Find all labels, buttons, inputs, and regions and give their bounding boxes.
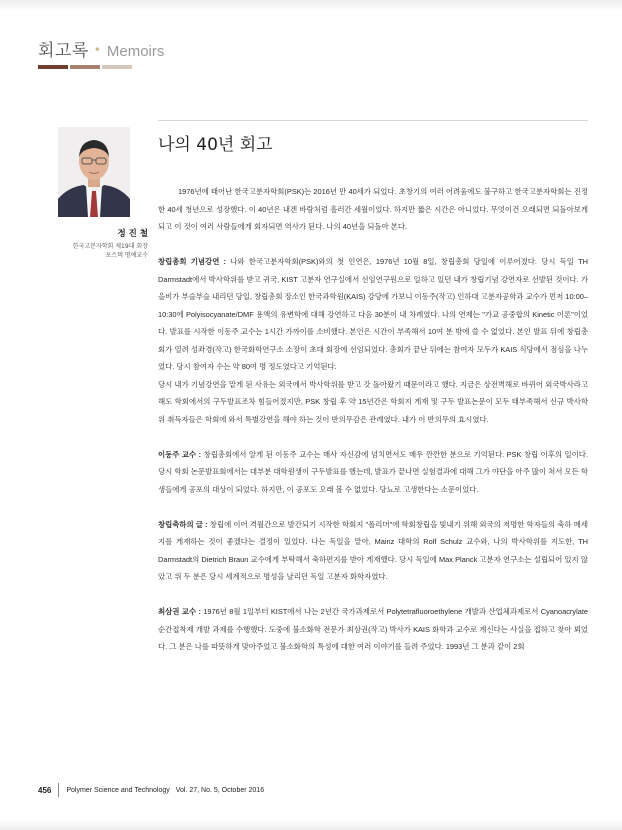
section-text-congratulations: 창립에 이어 격월간으로 발간되기 시작한 학회지 "폴리머"에 학회창립을 빛내기 위해 외국의 저명한 학자들의 축하 메세지를 게재하는 것이 좋겠다는 결정이 있었다. 나는 독일을 맡아, Mainz 대학의 Rolf Schulz 교수와, 나의 박사학위를 지도한, TH Darmstadt의 Dietrich Braun 교수에게 부탁해서 축하편지를 받아 게재했다. 당시 독일에 Max Planck 고분자 연구소는 설립되어 있지 않았고 위 두 분은 당시 세계적으로 명성을 날리던 독일 고분자 화학자였다. — [158, 519, 588, 581]
intro-paragraph: 1976년에 태어난 한국고분자학회(PSK)는 2016년 만 40세가 되었다. 초창기의 여러 어려움에도 불구하고 한국고분자학회는 진정한 40세 청년으로 성장했다. 이 40년은 내겐 바람처럼 흘러간 세월이었다. 하지만 짧은 시간은 아니었다. 무엇이건 오래되면 되돌아보게 되고 이 것이 여러 사람들에게 회자되면 역사가 된다. 나의 40년을 되돌아 본다. — [158, 187, 588, 231]
section-header — [38, 36, 164, 61]
page-footer — [38, 783, 264, 797]
author-portrait — [58, 127, 130, 217]
header-bar-dark — [38, 65, 68, 69]
section-text-founding-lecture: 나와 한국고분자학회(PSK)와의 첫 인연은, 1976년 10월 8일, 창립총회 당일에 이루어졌다. 당시 독일 TH Darmstadt에서 박사학위를 받고 귀국, KIST 고분자 연구실에서 선임연구원으로 일하고 있던 내가 창립기념 강연자로 선발된 것이다. 가을비가 부슬부슬 내리던 당일, 창립총회 장소인 한국과학원(KAIS) 강당에 가보니 이동주(작고) 인하대 고분자공학과 교수가 먼저 10:00–10:30에 Polyisocyanate/DMF 용액의 유변학에 대해 강연하고 다음 30분이 내 차례였다. 나의 연제는 "가교 공중합의 Kinetic 이론"이었다. 발표를 시작한 이동주 교수는 1시간 가까이를 소비했다. 본인은 시간이 부족해서 10여 분 밖에 쓸 수 없었다. 본인 발표 뒤에 창립총회가 열려 성좌경(작고) 한국화학연구소 소장이 초대 회장에 선임되었다. 총회가 끝난 뒤에는 참여자 모두가 KAIS 식당에서 점심을 나누었다. 당시 참여자 수는 약 80여 명 정도였다고 기억된다. — [158, 257, 589, 371]
section-subtitle: Memoirs — [106, 43, 165, 60]
article-title: 나의 40년 회고 — [158, 135, 273, 155]
paragraph-gap — [158, 586, 588, 604]
article-body — [158, 183, 588, 656]
section-founding-lecture-cont: 당시 내가 기념강연을 맡게 된 사유는 외국에서 박사학위를 받고 갓 돌아왔기 때문이라고 했다. 지금은 상전벽해로 바뀌어 외국박사라고 해도 학회에서의 구두발표조차 힘들어졌지만, PSK 창립 후 약 15년간은 학회지 게재 및 구두 발표논문이 모두 태부족해서 신규 박사학위 취득자들은 학회에 와서 특별강연을 해야 하는 것이 반의무감은 관례였다. 내가 이 반의무의 효시였다. — [158, 379, 588, 424]
section-text-choi-samkwon: 1976년 8월 1일부터 KIST에서 나는 2년간 국가과제로서 Polytetrafluoroethylene 개발과 산업체과제로서 Cyanoacrylate 순간접착제 개발 과제를 수행했다. 도중에 불소화학 전문가 최삼권(작고) 박사가 KAIS 화학과 교수로 계신다는 사실을 접하고 찾아 뵈었다. 그 분은 나를 따뜻하게 맞아주었고 불소화학의 특성에 대한 여러 이야기를 들려 주었다. 1993년 그 분과 같이 2회 — [158, 607, 589, 651]
title-rule — [158, 120, 588, 121]
section-text-lee-dongju: 창립총회에서 알게 된 이동주 교수는 매사 자신감에 넘치면서도 매우 깐깐한 분으로 기억된다. PSK 창립 이후의 일이다. 당시 학회 논문발표회에서는 대부분 대학원생이 구두발표를 했는데, 발표가 끝나면 실험결과에 대해 그가 야단을 아주 많이 쳐서 모든 학생들에게 공포의 대상이 되었다. 하지만, 이 공포도 오래 볼 수 없었다. 당뇨로 고생한다는 소문이었다. — [158, 449, 588, 494]
section-congratulations — [158, 516, 588, 586]
author-portrait-illustration — [58, 127, 130, 217]
section-title: 회고록 — [38, 41, 89, 61]
author-affiliation-1: 한국고분자학회 제19대 회장 — [72, 243, 148, 250]
section-lee-dongju — [158, 446, 588, 499]
section-heading-founding-lecture: 창립총회 기념강연 : — [158, 257, 227, 266]
header-bar-light — [102, 65, 132, 69]
author-name: 정 진 철 — [117, 229, 148, 239]
journal-name: Polymer Science and Technology — [66, 786, 170, 794]
bottom-shade — [0, 820, 622, 830]
paragraph-gap — [158, 428, 588, 446]
author-affiliation-2: 포스텍 명예교수 — [105, 252, 148, 259]
section-dot: • — [93, 43, 101, 57]
journal-issue: Vol. 27, No. 5, October 2016 — [175, 786, 265, 794]
paragraph-gap — [158, 498, 588, 516]
top-shade — [0, 0, 622, 12]
section-choi-samkwon — [158, 603, 588, 656]
section-heading-lee-dongju: 이동주 교수 : — [158, 449, 202, 459]
header-bar-medium — [70, 65, 100, 69]
section-founding-lecture — [158, 253, 588, 376]
section-heading-choi-samkwon: 최삼권 교수 : — [158, 607, 201, 616]
paragraph-gap — [158, 236, 588, 254]
footer-separator — [58, 783, 59, 797]
section-heading-congratulations: 창립축하의 글 : — [158, 519, 208, 529]
page-number: 456 — [38, 785, 52, 795]
